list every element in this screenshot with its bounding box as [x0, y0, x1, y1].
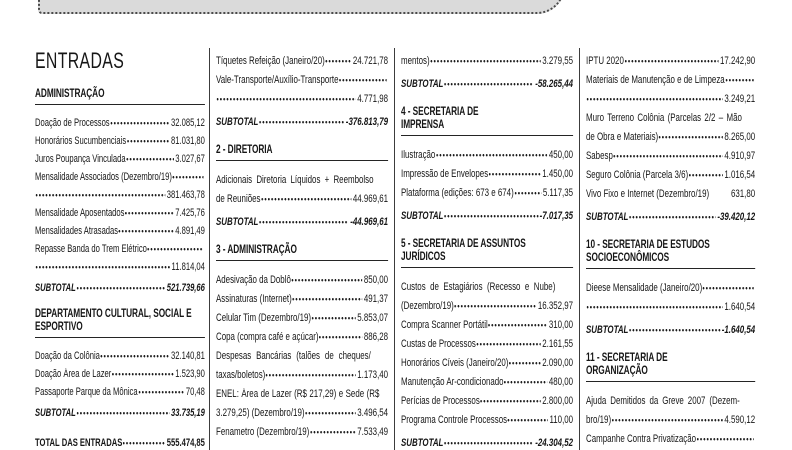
line-item-label: TOTAL DAS ENTRADAS — [35, 437, 123, 449]
line-item — [586, 162, 755, 181]
section-header-line: 10 - SECRETARIA DE ESTUDOS — [586, 239, 710, 251]
dot-leader — [266, 362, 356, 381]
line-item — [586, 388, 755, 407]
line-item-value: 1.450,00 — [542, 168, 574, 180]
line-item — [401, 331, 573, 350]
line-item-label: Doação de Processos — [35, 117, 110, 129]
line-item — [586, 86, 755, 105]
dot-leader — [629, 204, 716, 223]
line-item-value: 110,00 — [549, 414, 574, 426]
line-item-label: Juros Poupança Vinculada — [35, 153, 126, 165]
dot-leader — [292, 286, 362, 305]
dot-leader — [148, 237, 204, 255]
column-1 — [35, 48, 205, 449]
dot-leader — [259, 209, 349, 228]
line-item-value: 3.279,55 — [542, 55, 574, 67]
line-item-label: Doação da Colônia — [35, 350, 100, 362]
dot-leader — [259, 109, 344, 128]
subtotal-row — [216, 209, 388, 228]
line-item-label: Sabesp — [586, 150, 613, 162]
line-item — [401, 312, 573, 331]
section-header — [216, 244, 388, 261]
line-item-label: Perícias de Processos — [401, 395, 480, 407]
line-item-label: SUBTOTAL — [35, 282, 76, 294]
line-item — [586, 407, 755, 426]
line-item — [216, 186, 388, 205]
line-item-value: 8.265,00 — [724, 131, 756, 143]
line-item-label: SUBTOTAL — [216, 116, 259, 128]
dot-leader — [292, 267, 363, 286]
line-item-value: 2.161,55 — [542, 338, 574, 350]
dot-leader — [126, 147, 173, 165]
line-item-label: Doação Área de Lazer — [35, 368, 112, 380]
dot-leader — [339, 67, 386, 86]
dot-leader — [261, 186, 351, 205]
dot-leader — [125, 201, 174, 219]
line-item-label: SUBTOTAL — [401, 78, 444, 90]
line-item-value: 5.117,35 — [542, 187, 574, 199]
line-item-value: 5.853,07 — [357, 312, 389, 324]
dot-leader — [374, 167, 386, 186]
dot-leader — [444, 203, 538, 222]
dot-leader — [504, 369, 547, 388]
line-item — [35, 183, 205, 201]
line-item-label: Mensalidade Associados (Dezembro/19) — [35, 171, 172, 183]
line-item-value: 17.242,90 — [719, 55, 756, 67]
line-item-label: Celular Tim (Dezembro/19) — [216, 312, 312, 324]
subtotal-row — [586, 204, 755, 223]
line-item — [216, 381, 388, 400]
section-header-line: 11 - SECRETARIA DE — [586, 352, 668, 364]
line-item — [216, 67, 388, 86]
line-item-label: Mensalidade Aposentados — [35, 207, 125, 219]
line-item-label: Campanhe Contra Privatização — [586, 433, 697, 445]
line-item-label: Materiais de Manutenção e de Limpeza — [586, 74, 725, 86]
line-item — [216, 305, 388, 324]
section-header — [586, 239, 755, 269]
line-item-label: 3.279,25) (Dezembro/19) — [216, 407, 305, 419]
line-item-label: SUBTOTAL — [401, 437, 444, 449]
line-item — [35, 219, 205, 237]
line-item-value: 2.800,00 — [542, 395, 574, 407]
line-item-label: bro/19) — [586, 414, 612, 426]
dot-leader — [697, 426, 754, 445]
line-item-value: 1.016,54 — [724, 169, 756, 181]
line-item — [35, 255, 205, 273]
subtotal-row — [35, 276, 205, 294]
line-item-label: de Reuniões — [216, 193, 261, 205]
dot-leader — [488, 312, 547, 331]
section-header-line: IMPRENSA — [401, 119, 445, 131]
line-item — [401, 407, 573, 426]
dot-leader — [477, 331, 541, 350]
dot-leader — [112, 362, 174, 380]
line-item — [586, 294, 755, 313]
section-header-line: JURÍDICOS — [401, 251, 446, 263]
section-header-line: 4 - SECRETARIA DE — [401, 106, 479, 118]
line-item-value: 7.533,49 — [357, 426, 389, 438]
column-3 — [401, 48, 573, 449]
line-item — [216, 48, 388, 67]
line-item — [216, 167, 388, 186]
line-item-value: 2.090,00 — [542, 357, 574, 369]
line-item-value: 491,37 — [363, 293, 389, 305]
column-4 — [586, 48, 755, 445]
section-header-line: ESPORTIVO — [35, 321, 83, 333]
line-item-label: taxas/boletos) — [216, 369, 266, 381]
dot-leader — [325, 48, 351, 67]
line-item-label: Ilustração — [401, 149, 436, 161]
line-item — [401, 142, 573, 161]
line-item — [35, 201, 205, 219]
line-item-label: SUBTOTAL — [401, 210, 444, 222]
section-header-line: 5 - SECRETARIA DE ASSUNTOS — [401, 238, 526, 250]
section-header — [35, 308, 205, 338]
line-item-label: Custas de Processos — [401, 338, 476, 350]
dot-leader — [123, 431, 165, 449]
line-item-value: -24.304,52 — [535, 437, 574, 449]
dot-leader — [725, 67, 753, 86]
line-item — [401, 293, 573, 312]
line-item-label: Custos de Estagiários (Recesso e Nube) — [401, 281, 556, 293]
column-divider — [394, 48, 395, 450]
line-item-value: 4.910,97 — [724, 150, 756, 162]
line-item-value: -376.813,79 — [345, 116, 389, 128]
line-item-value: 3.249,21 — [724, 93, 756, 105]
line-item-label: Passaporte Parque da Mônica — [35, 386, 138, 398]
column-divider — [209, 48, 210, 450]
line-item — [35, 380, 205, 398]
line-item — [401, 388, 573, 407]
dot-leader — [625, 48, 719, 67]
top-banner — [38, 0, 565, 14]
subtotal-row — [586, 317, 755, 336]
dot-leader — [587, 86, 723, 105]
dot-leader — [514, 180, 541, 199]
total-row — [35, 431, 205, 449]
dot-leader — [380, 381, 387, 400]
line-item — [216, 86, 388, 105]
dot-leader — [36, 183, 166, 201]
line-item — [401, 274, 573, 293]
subtotal-row — [401, 430, 573, 449]
line-item-label: Adesivação da Doblô — [216, 274, 291, 286]
line-item-label: Muro Terreno Colônia (Parcelas 2/2 – Mão — [586, 112, 742, 124]
line-item — [216, 324, 388, 343]
dot-leader — [556, 274, 572, 293]
section-header — [216, 144, 388, 161]
line-item-label: Tíquetes Refeição (Janeiro/20) — [216, 55, 325, 67]
dot-leader — [629, 317, 720, 336]
line-item-value: 7.425,76 — [175, 207, 205, 219]
subtotal-row — [35, 401, 205, 419]
line-item-label: Manutenção Ar-condicionado — [401, 376, 504, 388]
line-item-value: 1.640,54 — [724, 301, 756, 313]
line-item-label: Seguro Colônia (Parcela 3/6) — [586, 169, 689, 181]
line-item-value: 450,00 — [548, 149, 574, 161]
dot-leader — [173, 165, 204, 183]
line-item — [586, 181, 755, 200]
dot-leader — [101, 344, 170, 362]
line-item-value: 33.735,19 — [170, 407, 205, 419]
line-item-label: Programa Controle Processos — [401, 414, 508, 426]
line-item — [586, 48, 755, 67]
dot-leader — [481, 388, 541, 407]
dot-leader — [77, 276, 166, 294]
line-item — [586, 143, 755, 162]
line-item — [35, 237, 205, 255]
line-item — [586, 426, 755, 445]
line-item-label: SUBTOTAL — [216, 216, 259, 228]
dot-leader — [119, 219, 174, 237]
dot-leader — [444, 71, 534, 90]
dot-leader — [127, 129, 170, 147]
line-item — [401, 350, 573, 369]
dot-leader — [614, 143, 723, 162]
line-item-value: 850,00 — [363, 274, 389, 286]
line-item-label: Assinaturas (Internet) — [216, 293, 292, 305]
line-item-value: 4.891,49 — [175, 225, 205, 237]
line-item-value: -1.640,54 — [721, 324, 756, 336]
line-item-label: Adicionais Diretoria Líquidos + Reembolso — [216, 174, 374, 186]
line-item-label: Honorários Cíveis (Janeiro/20) — [401, 357, 509, 369]
line-item-value: 555.474,85 — [166, 437, 205, 449]
section-header — [401, 106, 573, 136]
line-item — [216, 286, 388, 305]
line-item-label: Mensalidades Atrasadas — [35, 225, 119, 237]
dot-leader — [310, 419, 356, 438]
dot-leader — [612, 407, 723, 426]
subtotal-row — [401, 71, 573, 90]
dot-leader — [138, 380, 184, 398]
line-item-value: 1.173,40 — [357, 369, 389, 381]
line-item — [35, 362, 205, 380]
dot-leader — [743, 105, 754, 124]
dot-leader — [305, 400, 356, 419]
line-item — [586, 275, 755, 294]
dot-leader — [587, 294, 723, 313]
line-item-value: 1.523,90 — [175, 368, 205, 380]
line-item-label: Honorários Sucumbenciais — [35, 135, 127, 147]
dot-leader — [489, 161, 541, 180]
line-item-value: -7.017,35 — [539, 210, 574, 222]
subtotal-row — [401, 203, 573, 222]
line-item-value: 3.496,54 — [357, 407, 389, 419]
line-item-label: Vivo Fixo e Internet (Dezembro/19) — [586, 188, 710, 200]
line-item-label: Impressão de Envelopes — [401, 168, 489, 180]
dot-leader — [659, 124, 723, 143]
dot-leader — [36, 255, 170, 273]
dot-leader — [110, 111, 169, 129]
line-item-value: 32.140,81 — [170, 350, 205, 362]
dot-leader — [436, 142, 547, 161]
dot-leader — [455, 293, 537, 312]
line-item — [35, 147, 205, 165]
line-item-value: 521.739,66 — [166, 282, 205, 294]
line-item — [216, 343, 388, 362]
dot-leader — [689, 162, 723, 181]
dot-leader — [740, 388, 753, 407]
dot-leader — [444, 430, 534, 449]
line-item — [586, 124, 755, 143]
dot-leader — [319, 324, 362, 343]
dot-leader — [77, 401, 170, 419]
line-item-value: 4.771,98 — [357, 93, 389, 105]
dot-leader — [710, 181, 730, 200]
section-header — [401, 238, 573, 268]
dot-leader — [509, 350, 541, 369]
line-item-value: 631,80 — [730, 188, 756, 200]
line-item-value: 24.721,78 — [352, 55, 389, 67]
subtotal-row — [216, 109, 388, 128]
line-item-label: Ajuda Demitidos da Greve 2007 (Dezem- — [586, 395, 740, 407]
section-header-line: DEPARTAMENTO CULTURAL, SOCIAL E — [35, 308, 192, 320]
line-item-value: 310,00 — [548, 319, 574, 331]
line-item-label: mentos) — [401, 55, 430, 67]
line-item-value: 381.463,78 — [166, 189, 205, 201]
line-item-value: 44.969,61 — [352, 193, 389, 205]
line-item-label: SUBTOTAL — [586, 324, 629, 336]
section-header-line: SOCIOECONÔMICOS — [586, 252, 670, 264]
line-item-value: 16.352,97 — [537, 300, 574, 312]
line-item-value: 11.814,04 — [171, 261, 205, 273]
line-item — [401, 48, 573, 67]
line-item — [35, 129, 205, 147]
line-item — [35, 344, 205, 362]
line-item-label: SUBTOTAL — [35, 407, 76, 419]
section-header-line: 3 - ADMINISTRAÇÃO — [216, 244, 297, 256]
line-item-value: -44.969,61 — [350, 216, 389, 228]
line-item-label: Dieese Mensalidade (Janeiro/20) — [586, 282, 703, 294]
dot-leader — [508, 407, 548, 426]
line-item — [586, 67, 755, 86]
line-item-label: Vale-Transporte/Auxílio-Transporte — [216, 74, 339, 86]
line-item-label: ENEL: Área de Lazer (R$ 217,29) e Sede (R$ — [216, 388, 380, 400]
line-item — [401, 161, 573, 180]
dot-leader — [703, 275, 754, 294]
line-item — [35, 111, 205, 129]
line-item — [216, 419, 388, 438]
dot-leader — [217, 86, 356, 105]
section-header — [35, 88, 205, 105]
line-item-label: Compra Scanner Portátil — [401, 319, 488, 331]
section-header — [586, 352, 755, 382]
line-item-value: 886,28 — [363, 331, 389, 343]
section-header-line: ORGANIZAÇÃO — [586, 365, 648, 377]
line-item-label: IPTU 2020 — [586, 55, 624, 67]
column-divider — [579, 48, 580, 450]
line-item — [216, 267, 388, 286]
dot-leader — [430, 48, 540, 67]
line-item-value: -39.420,12 — [717, 211, 756, 223]
line-item-label: Copa (compra café e açúcar) — [216, 331, 319, 343]
section-header-line: ADMINISTRAÇÃO — [35, 88, 105, 100]
line-item-value: 3.027,67 — [175, 153, 205, 165]
line-item-label: Fenametro (Dezembro/19) — [216, 426, 310, 438]
column-2 — [216, 48, 388, 438]
line-item-label: SUBTOTAL — [586, 211, 629, 223]
line-item — [216, 400, 388, 419]
line-item-label: (Dezembro/19) — [401, 300, 454, 312]
line-item — [216, 362, 388, 381]
section-header-line: 2 - DIRETORIA — [216, 144, 273, 156]
line-item-value: -58.265,44 — [535, 78, 574, 90]
line-item-value: 4.590,12 — [724, 414, 756, 426]
line-item — [586, 105, 755, 124]
line-item-value: 70,48 — [185, 386, 205, 398]
line-item — [401, 369, 573, 388]
line-item-value: 32.085,12 — [170, 117, 205, 129]
dot-leader — [312, 305, 356, 324]
dot-leader — [372, 343, 387, 362]
line-item-value: 81.031,80 — [170, 135, 205, 147]
line-item-label: Despesas Bancárias (talões de cheques/ — [216, 350, 371, 362]
line-item-label: Plataforma (edições: 673 e 674) — [401, 187, 514, 199]
line-item — [401, 180, 573, 199]
line-item-label: Repasse Banda do Trem Elétrico — [35, 243, 147, 255]
line-item — [35, 165, 205, 183]
line-item-label: de Obra e Materiais) — [586, 131, 659, 143]
line-item-value: 480,00 — [548, 376, 574, 388]
page-title: ENTRADAS — [35, 48, 125, 73]
